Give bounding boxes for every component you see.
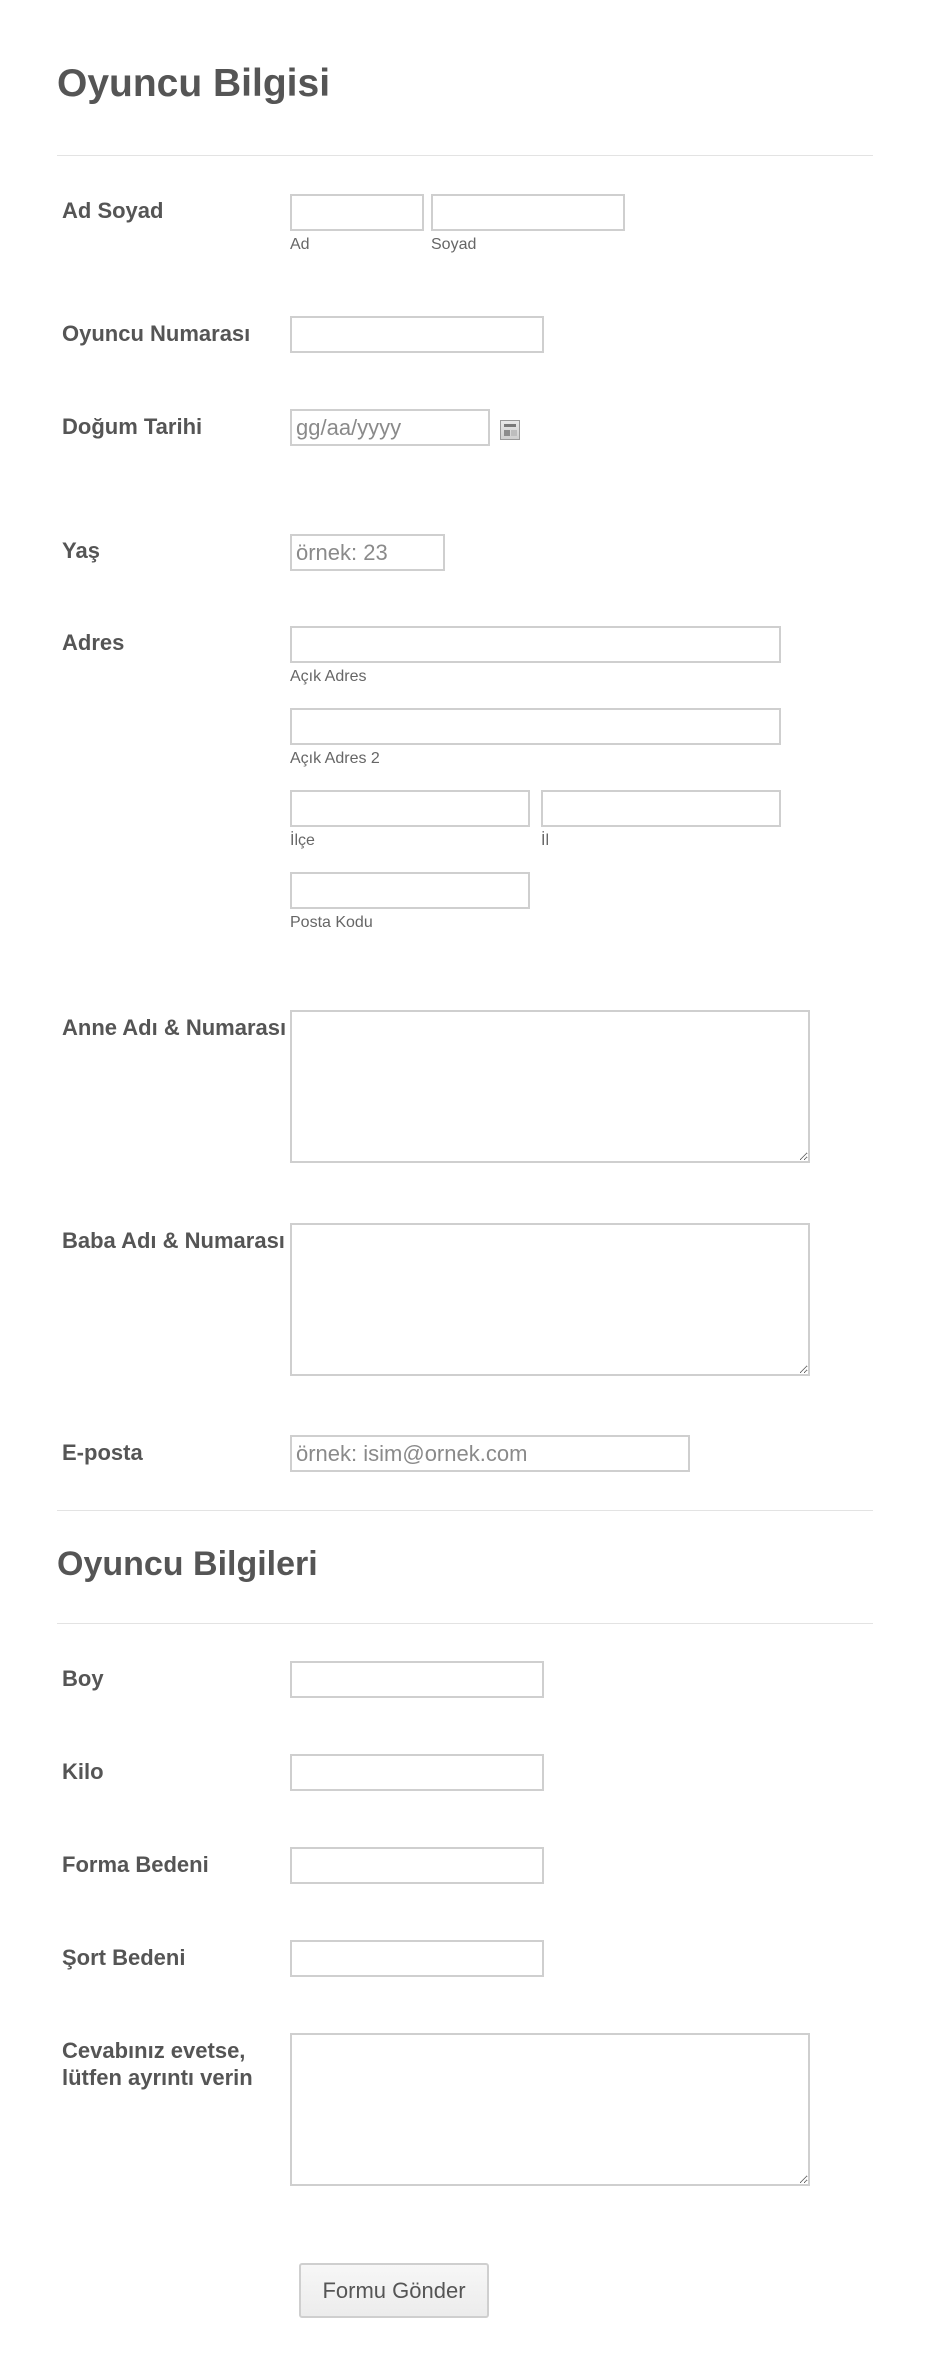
city-sublabel: İl bbox=[541, 832, 549, 849]
section-divider bbox=[57, 155, 873, 156]
father-textarea[interactable] bbox=[290, 1223, 810, 1376]
section-divider bbox=[57, 1510, 873, 1511]
district-input[interactable] bbox=[290, 790, 530, 827]
weight-label: Kilo bbox=[62, 1759, 104, 1784]
section-divider bbox=[57, 1623, 873, 1624]
details-label-line1: Cevabınız evetse, bbox=[62, 2038, 246, 2063]
address-line2-sublabel: Açık Adres 2 bbox=[290, 750, 380, 767]
address-line2-input[interactable] bbox=[290, 708, 781, 745]
district-sublabel: İlçe bbox=[290, 832, 315, 849]
first-name-sublabel: Ad bbox=[290, 236, 310, 253]
height-label: Boy bbox=[62, 1666, 104, 1691]
mother-textarea[interactable] bbox=[290, 1010, 810, 1163]
age-label: Yaş bbox=[62, 538, 100, 563]
shorts-size-label: Şort Bedeni bbox=[62, 1945, 186, 1970]
full-name-label: Ad Soyad bbox=[62, 198, 164, 223]
submit-button[interactable]: Formu Gönder bbox=[299, 2263, 489, 2318]
address-label: Adres bbox=[62, 630, 125, 655]
age-input[interactable] bbox=[290, 534, 445, 571]
section-title-player-info: Oyuncu Bilgisi bbox=[57, 62, 331, 105]
postal-code-input[interactable] bbox=[290, 872, 530, 909]
details-textarea[interactable] bbox=[290, 2033, 810, 2186]
player-number-label: Oyuncu Numarası bbox=[62, 321, 251, 346]
birth-date-label: Doğum Tarihi bbox=[62, 414, 203, 439]
address-line1-input[interactable] bbox=[290, 626, 781, 663]
player-number-input[interactable] bbox=[290, 316, 544, 353]
last-name-input[interactable] bbox=[431, 194, 625, 231]
shorts-size-input[interactable] bbox=[290, 1940, 544, 1977]
address-line1-sublabel: Açık Adres bbox=[290, 668, 367, 685]
jersey-size-input[interactable] bbox=[290, 1847, 544, 1884]
postal-code-sublabel: Posta Kodu bbox=[290, 914, 373, 931]
last-name-sublabel: Soyad bbox=[431, 236, 477, 253]
city-input[interactable] bbox=[541, 790, 781, 827]
email-input[interactable] bbox=[290, 1435, 690, 1472]
weight-input[interactable] bbox=[290, 1754, 544, 1791]
details-label-line2: lütfen ayrıntı verin bbox=[62, 2065, 253, 2090]
birth-date-input[interactable] bbox=[290, 409, 490, 446]
section-title-player-details: Oyuncu Bilgileri bbox=[57, 1545, 318, 1583]
email-label: E-posta bbox=[62, 1440, 143, 1465]
father-label: Baba Adı & Numarası bbox=[62, 1228, 285, 1253]
height-input[interactable] bbox=[290, 1661, 544, 1698]
calendar-icon[interactable] bbox=[500, 420, 520, 440]
jersey-size-label: Forma Bedeni bbox=[62, 1852, 209, 1877]
details-label bbox=[62, 2037, 253, 2091]
mother-label: Anne Adı & Numarası bbox=[62, 1015, 287, 1040]
first-name-input[interactable] bbox=[290, 194, 424, 231]
